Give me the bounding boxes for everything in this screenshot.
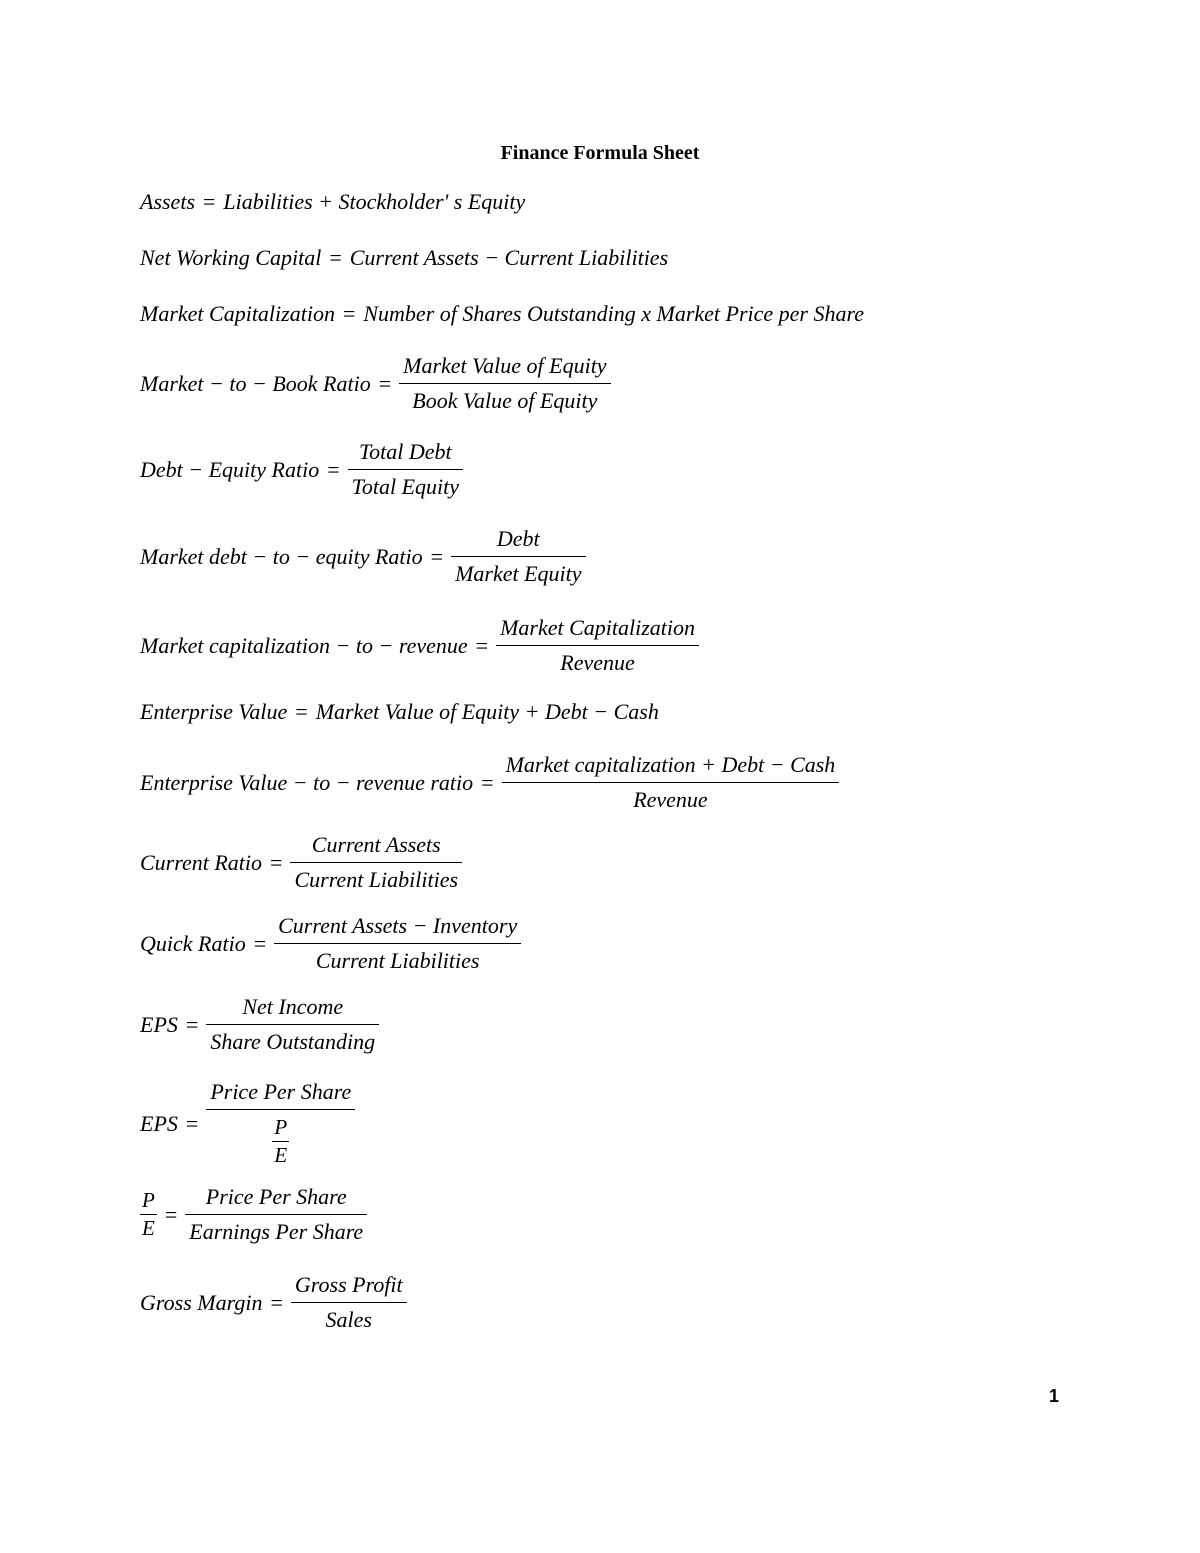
equals-sign: = xyxy=(481,769,494,795)
formula-lhs: Market Capitalization xyxy=(140,301,335,326)
formula-net-working-capital xyxy=(140,247,668,269)
formula-rhs: Current Assets − Current Liabilities xyxy=(349,245,669,270)
formula-lhs: EPS xyxy=(140,1110,178,1136)
fraction xyxy=(350,441,461,498)
numerator: Market Value of Equity xyxy=(399,355,610,384)
equals-sign: = xyxy=(430,543,444,569)
nested-numerator: P xyxy=(272,1117,289,1142)
denominator: Total Equity xyxy=(351,474,459,499)
page-number: 1 xyxy=(1049,1386,1060,1406)
denominator: Current Liabilities xyxy=(315,948,480,973)
numerator: Gross Profit xyxy=(291,1274,407,1303)
denominator: Earnings Per Share xyxy=(189,1219,364,1244)
formula-rhs: Liabilities + Stockholder' s Equity xyxy=(223,189,526,214)
numerator: Price Per Share xyxy=(206,1081,355,1110)
numerator: Current Assets − Inventory xyxy=(274,915,521,944)
formula-lhs: Market − to − Book Ratio xyxy=(140,370,371,396)
fraction xyxy=(401,355,608,412)
formula-quick-ratio xyxy=(140,915,519,972)
denominator: Revenue xyxy=(560,650,635,675)
formula-lhs: Debt − Equity Ratio xyxy=(140,456,320,482)
fraction xyxy=(293,1274,405,1331)
denominator: Revenue xyxy=(633,787,708,812)
fraction xyxy=(504,754,838,811)
fraction xyxy=(453,528,583,585)
equals-sign: = xyxy=(342,301,356,326)
fraction xyxy=(292,834,460,891)
denominator: Current Liabilities xyxy=(294,867,459,892)
formula-lhs: Enterprise Value − to − revenue ratio xyxy=(140,769,474,795)
lhs-fraction xyxy=(140,1190,157,1239)
denominator: Sales xyxy=(325,1307,372,1332)
equals-sign: = xyxy=(185,1110,199,1136)
fraction xyxy=(276,915,519,972)
formula-lhs: EPS xyxy=(140,1011,178,1037)
formula-market-cap-to-revenue xyxy=(140,617,697,674)
denominator: Market Equity xyxy=(455,561,582,586)
numerator: Market capitalization + Debt − Cash xyxy=(502,754,840,783)
formula-ev-to-revenue xyxy=(140,754,837,811)
equals-sign: = xyxy=(164,1201,178,1227)
numerator: Net Income xyxy=(206,996,379,1025)
equals-sign: = xyxy=(185,1011,199,1037)
formula-rhs: Market Value of Equity + Debt − Cash xyxy=(315,699,659,724)
equals-sign: = xyxy=(270,849,283,875)
fraction xyxy=(187,1186,365,1243)
equals-sign: = xyxy=(203,189,216,214)
formula-lhs: Net Working Capital xyxy=(140,245,322,270)
formula-lhs: Market capitalization − to − revenue xyxy=(140,632,468,658)
equals-sign: = xyxy=(253,930,267,956)
numerator: Total Debt xyxy=(348,441,463,470)
denominator xyxy=(270,1110,291,1166)
page-title: Finance Formula Sheet xyxy=(500,142,700,164)
formula-lhs: Current Ratio xyxy=(140,849,263,875)
formula-market-capitalization xyxy=(140,303,864,325)
denominator: Share Outstanding xyxy=(210,1029,376,1054)
equals-sign: = xyxy=(329,245,342,270)
equals-sign: = xyxy=(270,1289,283,1315)
equals-sign: = xyxy=(327,456,340,482)
numerator: Market Capitalization xyxy=(496,617,699,646)
lhs-denominator: E xyxy=(142,1216,155,1240)
formula-lhs: Assets xyxy=(140,189,195,214)
formula-debt-equity xyxy=(140,441,461,498)
denominator: Book Value of Equity xyxy=(412,388,598,413)
equals-sign: = xyxy=(475,632,489,658)
numerator: Current Assets xyxy=(290,834,462,863)
formula-lhs: Enterprise Value xyxy=(140,699,288,724)
formula-lhs: Gross Margin xyxy=(140,1289,263,1315)
fraction xyxy=(208,996,377,1053)
fraction xyxy=(498,617,697,674)
formula-eps-net-income xyxy=(140,996,377,1053)
formula-assets xyxy=(140,191,525,213)
formula-market-debt-to-equity xyxy=(140,528,584,585)
formula-pe-ratio xyxy=(140,1186,365,1243)
formula-eps-price-pe xyxy=(140,1081,353,1166)
formula-rhs: Number of Shares Outstanding x Market Price per Share xyxy=(363,301,865,326)
nested-denominator: E xyxy=(274,1143,288,1167)
formula-lhs: Market debt − to − equity Ratio xyxy=(140,543,423,569)
fraction xyxy=(208,1081,353,1166)
lhs-numerator: P xyxy=(140,1190,157,1215)
equals-sign: = xyxy=(378,370,392,396)
formula-market-to-book xyxy=(140,355,609,412)
formula-lhs: Quick Ratio xyxy=(140,930,246,956)
formula-current-ratio xyxy=(140,834,460,891)
numerator: Debt xyxy=(451,528,585,557)
equals-sign: = xyxy=(295,699,308,724)
formula-gross-margin xyxy=(140,1274,405,1331)
nested-fraction xyxy=(272,1117,289,1166)
formula-enterprise-value xyxy=(140,701,659,723)
numerator: Price Per Share xyxy=(185,1186,367,1215)
